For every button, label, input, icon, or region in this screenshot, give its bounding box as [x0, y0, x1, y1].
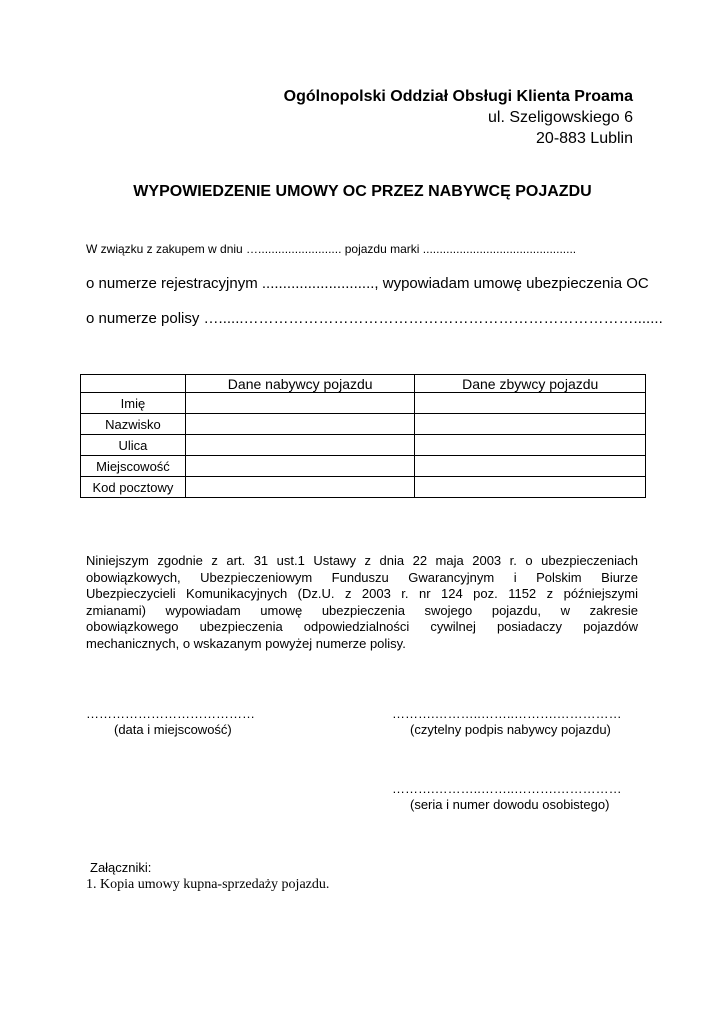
- date-signature-label: (data i miejscowość): [114, 722, 232, 737]
- purchase-line: W związku z zakupem w dniu …......................... pojazdu marki ..............................................: [86, 242, 577, 256]
- company-name: Ogólnopolski Oddział Obsługi Klienta Proama: [283, 88, 633, 105]
- buyer-postal-code-cell[interactable]: [185, 477, 415, 498]
- parties-table: [80, 374, 646, 498]
- company-street: ul. Szeligowskiego 6: [488, 109, 633, 126]
- paragraph-line: zmianami) wypowiadam umowę ubezpieczenia swojego pojazdu, w zakresie: [86, 602, 638, 618]
- row-label-city: Miejscowość: [81, 456, 186, 477]
- table-header-row: [81, 375, 646, 393]
- seller-city-cell[interactable]: [415, 456, 646, 477]
- buyer-signature-label: (czytelny podpis nabywcy pojazdu): [410, 722, 611, 737]
- company-city: 20-883 Lublin: [536, 130, 633, 147]
- table-row: [81, 477, 646, 498]
- date-signature-dots: …………………………………: [86, 706, 255, 721]
- paragraph-line: obowiązkowego ubezpieczenia odpowiedzialności cywilnej posiadaczy pojazdów: [86, 619, 638, 634]
- table-header-empty: [81, 375, 186, 393]
- buyer-street-cell[interactable]: [185, 435, 415, 456]
- table-row: [81, 456, 646, 477]
- row-label-postal-code: Kod pocztowy: [81, 477, 186, 498]
- attachments-heading: Załączniki:: [90, 860, 152, 875]
- table-row: [81, 435, 646, 456]
- legal-paragraph: [86, 553, 638, 652]
- policy-line: o numerze polisy …......…………………………………………………………………….......: [86, 310, 663, 327]
- seller-postal-code-cell[interactable]: [415, 477, 646, 498]
- id-signature-dots: ……….………..……..……….……………: [392, 781, 622, 796]
- table-row: [81, 414, 646, 435]
- registration-line: o numerze rejestracyjnym ..........................., wypowiadam umowę ubezpieczenia OC: [86, 275, 649, 292]
- buyer-city-cell[interactable]: [185, 456, 415, 477]
- buyer-last-name-cell[interactable]: [185, 414, 415, 435]
- buyer-signature-dots: ……….………..……..……….……………: [392, 706, 622, 721]
- attachment-item: 1. Kopia umowy kupna-sprzedaży pojazdu.: [86, 877, 330, 892]
- table-header-buyer: Dane nabywcy pojazdu: [185, 375, 415, 393]
- id-signature-label: (seria i numer dowodu osobistego): [410, 797, 610, 812]
- seller-first-name-cell[interactable]: [415, 393, 646, 414]
- table-row: [81, 393, 646, 414]
- seller-last-name-cell[interactable]: [415, 414, 646, 435]
- row-label-first-name: Imię: [81, 393, 186, 414]
- document-title: WYPOWIEDZENIE UMOWY OC PRZEZ NABYWCĘ POJAZDU: [133, 183, 592, 200]
- seller-street-cell[interactable]: [415, 435, 646, 456]
- row-label-last-name: Nazwisko: [81, 414, 186, 435]
- row-label-street: Ulica: [81, 435, 186, 456]
- buyer-first-name-cell[interactable]: [185, 393, 415, 414]
- paragraph-line: Ubezpieczycieli Komunikacyjnych (Dz.U. z 2003 r. nr 124 poz. 1152 z późniejszymi: [86, 586, 638, 601]
- paragraph-line: obowiązkowych, Ubezpieczeniowym Funduszu Gwarancyjnym i Polskim Biurze: [86, 569, 638, 585]
- table-header-seller: Dane zbywcy pojazdu: [415, 375, 646, 393]
- paragraph-line: Niniejszym zgodnie z art. 31 ust.1 Ustawy z dnia 22 maja 2003 r. o ubezpieczeniach: [86, 553, 638, 568]
- paragraph-line: mechanicznych, o wskazanym powyżej numerze polisy.: [86, 635, 406, 651]
